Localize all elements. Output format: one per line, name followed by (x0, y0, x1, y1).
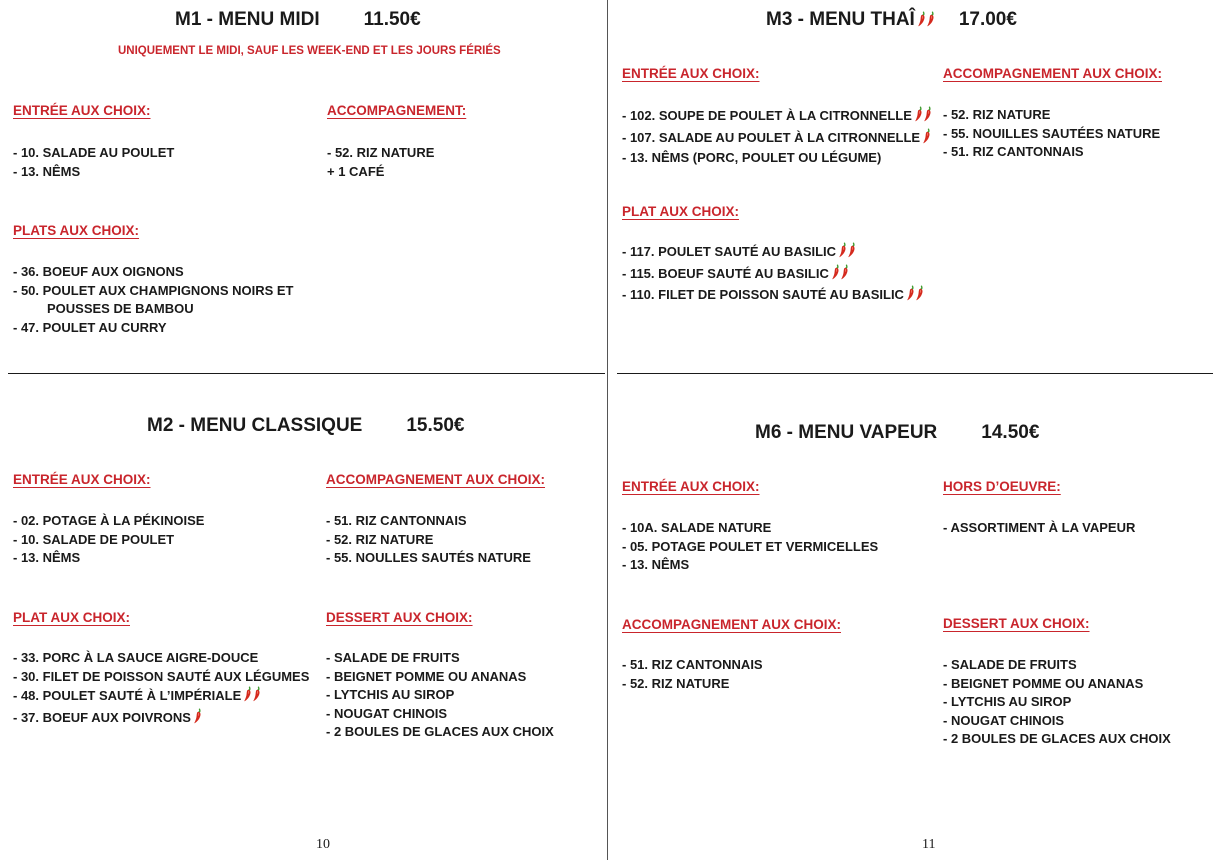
menu-m2-title-row (147, 415, 464, 437)
m6-accompagnement-list (622, 656, 763, 693)
menu-item-text: - 55. NOULLES SAUTÉS NATURE (326, 550, 531, 566)
m6-entree-list (622, 519, 878, 575)
menu-m1-title-row (175, 9, 421, 31)
chili-pepper-icon (193, 708, 202, 730)
menu-item-text: - 10. SALADE AU POULET (13, 145, 175, 160)
menu-item (943, 143, 1160, 162)
m1-accompagnement-list (327, 144, 434, 181)
menu-item (326, 531, 531, 550)
chili-pepper-icon (906, 285, 924, 307)
menu-item-text: - 110. FILET DE POISSON SAUTÉ AU BASILIC (622, 287, 904, 303)
menu-item-text: - 13. NÊMS (13, 163, 81, 179)
m6-hors-doeuvre-list (943, 519, 1135, 538)
m1-plats-heading: PLATS AUX CHOIX: (13, 223, 140, 238)
m1-accompagnement-heading: ACCOMPAGNEMENT: (327, 103, 467, 118)
menu-item (943, 125, 1160, 144)
menu-m1-note: UNIQUEMENT LE MIDI, SAUF LES WEEK-END ET LES JOURS FÉRIÉS (118, 45, 501, 57)
m3-plat-list (622, 242, 924, 307)
menu-item-text: - 30. FILET DE POISSON SAUTÉ AUX LÉGUMES (13, 668, 310, 684)
menu-item (943, 693, 1171, 712)
menu-item (13, 708, 309, 730)
m2-plat-list (13, 649, 309, 729)
menu-item-text: - 2 BOULES DE GLACES AUX CHOIX (326, 724, 554, 740)
menu-item (326, 723, 554, 742)
menu-item-text: - 115. BOEUF SAUTÉ AU BASILIC (622, 265, 829, 281)
m2-accompagnement-heading: ACCOMPAGNEMENT AUX CHOIX: (326, 472, 545, 487)
menu-item-text: - 51. RIZ CANTONNAIS (326, 513, 467, 528)
menu-item (943, 519, 1135, 538)
menu-item-text: - NOUGAT CHINOIS (943, 712, 1065, 728)
menu-item-text: - BEIGNET POMME OU ANANAS (943, 675, 1144, 691)
m2-entree-list (13, 512, 204, 568)
page-number-right: 11 (922, 837, 936, 852)
menu-item (622, 519, 878, 538)
menu-item (943, 656, 1171, 675)
menu-item-text: - BEIGNET POMME OU ANANAS (326, 668, 527, 684)
menu-m2-price: 15.50€ (406, 415, 465, 436)
page-gutter (607, 0, 608, 860)
menu-item (326, 649, 554, 668)
menu-m2-title: M2 - MENU CLASSIQUE (147, 415, 363, 436)
chili-pepper-icon (914, 106, 932, 128)
menu-m6-title-row (755, 422, 1039, 444)
menu-item-text: - 13. NÊMS (PORC, POULET OU LÉGUME) (622, 150, 882, 166)
menu-item-text: - 13. NÊMS (622, 557, 690, 573)
menu-item-text: - SALADE DE FRUITS (326, 650, 460, 665)
menu-item (622, 285, 924, 307)
m1-entree-heading: ENTRÉE AUX CHOIX: (13, 103, 151, 118)
menu-item (13, 686, 309, 708)
menu-item (943, 675, 1171, 694)
menu-item (13, 319, 294, 338)
menu-item (622, 106, 932, 128)
menu-item (13, 649, 309, 668)
menu-item-text: - 52. RIZ NATURE (327, 145, 435, 160)
menu-item-text: - ASSORTIMENT À LA VAPEUR (943, 520, 1136, 535)
menu-item (13, 282, 294, 319)
menu-m3-title-row (766, 9, 1017, 33)
m6-dessert-list (943, 656, 1171, 749)
menu-item (943, 712, 1171, 731)
m3-entree-heading: ENTRÉE AUX CHOIX: (622, 66, 760, 81)
right-section-divider (617, 373, 1213, 374)
m3-plat-heading: PLAT AUX CHOIX: (622, 204, 739, 219)
menu-item (13, 512, 204, 531)
left-section-divider (8, 373, 605, 374)
menu-item (622, 656, 763, 675)
menu-item-text: - SALADE DE FRUITS (943, 657, 1077, 672)
chili-pepper-icon (831, 264, 849, 286)
m6-hors-doeuvre-heading: HORS D’OEUVRE: (943, 479, 1061, 494)
menu-item-text: - 107. SALADE AU POULET À LA CITRONNELLE (622, 129, 921, 145)
menu-item-text: - 2 BOULES DE GLACES AUX CHOIX (943, 731, 1171, 747)
menu-item (622, 264, 924, 286)
m6-dessert-heading: DESSERT AUX CHOIX: (943, 616, 1090, 631)
m2-accompagnement-list (326, 512, 531, 568)
menu-item-text: - 52. RIZ NATURE (326, 531, 434, 547)
chili-pepper-icon (838, 242, 856, 264)
menu-item (13, 549, 204, 568)
menu-item-text: - 37. BOEUF AUX POIVRONS (13, 709, 191, 725)
menu-item-text: - 36. BOEUF AUX OIGNONS (13, 264, 184, 279)
m6-entree-heading: ENTRÉE AUX CHOIX: (622, 479, 760, 494)
menu-item-text: - 102. SOUPE DE POULET À LA CITRONNELLE (622, 108, 912, 123)
chili-pepper-icon (243, 686, 261, 708)
menu-m6-price: 14.50€ (981, 422, 1040, 443)
menu-item-text: - 117. POULET SAUTÉ AU BASILIC (622, 244, 837, 259)
menu-item (622, 149, 932, 168)
page-number-left: 10 (316, 837, 330, 852)
menu-item (622, 556, 878, 575)
menu-item (622, 675, 763, 694)
menu-m1-price: 11.50€ (363, 9, 421, 30)
menu-item (13, 144, 174, 163)
menu-item (326, 668, 554, 687)
menu-item-text: - LYTCHIS AU SIROP (943, 694, 1072, 710)
m2-dessert-list (326, 649, 554, 742)
menu-m1-title: M1 - MENU MIDI (175, 9, 320, 30)
m2-dessert-heading: DESSERT AUX CHOIX: (326, 610, 473, 625)
menu-item (327, 144, 434, 163)
menu-item (622, 128, 932, 150)
menu-m3-price: 17.00€ (958, 9, 1017, 30)
m1-plats-list (13, 263, 294, 337)
m1-entree-list (13, 144, 174, 181)
menu-m3-title: M3 - MENU THAÎ (766, 9, 915, 30)
menu-item (13, 531, 204, 550)
menu-item (13, 668, 309, 687)
menu-item (13, 163, 174, 182)
menu-item-text: - 47. POULET AU CURRY (13, 319, 167, 335)
menu-item (326, 512, 531, 531)
m2-entree-heading: ENTRÉE AUX CHOIX: (13, 472, 151, 487)
menu-item-text-continued: POUSSES DE BAMBOU (47, 301, 194, 317)
menu-item-text: - LYTCHIS AU SIROP (326, 687, 455, 703)
m2-plat-heading: PLAT AUX CHOIX: (13, 610, 130, 625)
m3-accompagnement-heading: ACCOMPAGNEMENT AUX CHOIX: (943, 66, 1162, 81)
menu-item (13, 263, 294, 282)
menu-item-text: - 52. RIZ NATURE (622, 675, 730, 691)
menu-item-text: - 51. RIZ CANTONNAIS (943, 144, 1084, 160)
menu-item-text: - 13. NÊMS (13, 550, 81, 566)
menu-item-text: - 10A. SALADE NATURE (622, 520, 772, 535)
menu-item-text: - 10. SALADE DE POULET (13, 531, 175, 547)
menu-item (326, 705, 554, 724)
menu-item-text: - 02. POTAGE À LA PÉKINOISE (13, 513, 205, 528)
menu-item (622, 538, 878, 557)
menu-item (327, 163, 434, 182)
menu-item-text: - 52. RIZ NATURE (943, 107, 1051, 122)
m3-accompagnement-list (943, 106, 1160, 162)
menu-item-text: - 05. POTAGE POULET ET VERMICELLES (622, 538, 879, 554)
menu-item (326, 549, 531, 568)
menu-item (943, 106, 1160, 125)
chili-pepper-icon (917, 11, 935, 33)
menu-item (943, 730, 1171, 749)
menu-item-text: - NOUGAT CHINOIS (326, 705, 448, 721)
menu-item-text: - 50. POULET AUX CHAMPIGNONS NOIRS ET (13, 282, 294, 298)
chili-pepper-icon (922, 128, 931, 150)
menu-item-text: - 48. POULET SAUTÉ À L’IMPÉRIALE (13, 688, 242, 704)
menu-item-text: + 1 CAFÉ (327, 163, 385, 179)
m3-entree-list (622, 106, 932, 168)
menu-m6-title: M6 - MENU VAPEUR (755, 422, 938, 443)
menu-item-text: - 55. NOUILLES SAUTÉES NATURE (943, 125, 1161, 141)
menu-item-text: - 51. RIZ CANTONNAIS (622, 657, 763, 672)
m6-accompagnement-heading: ACCOMPAGNEMENT AUX CHOIX: (622, 617, 841, 632)
menu-item (326, 686, 554, 705)
menu-item-text: - 33. PORC À LA SAUCE AIGRE-DOUCE (13, 650, 259, 665)
menu-item (622, 242, 924, 264)
